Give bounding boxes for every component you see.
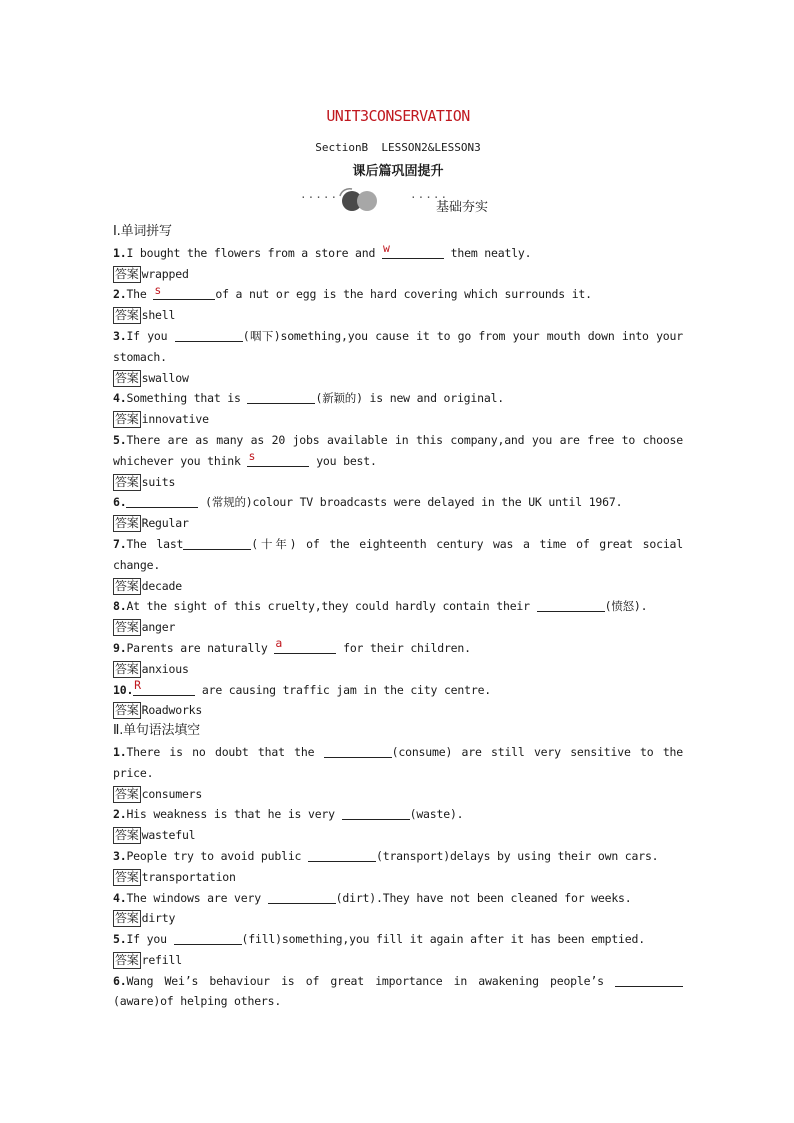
answer-badge: 答案: [115, 786, 139, 801]
answer-text: suits: [141, 474, 176, 489]
question-text: The windows are very: [126, 890, 268, 905]
question-text: (consume) are still very sensitive to the price.: [113, 744, 683, 780]
exercise-body: [113, 222, 683, 1012]
question-number: 1.: [113, 245, 127, 260]
answer-badge: 答案: [115, 370, 139, 385]
question-item: [113, 846, 683, 867]
question-item: [113, 742, 683, 784]
answer-badge: 答案: [115, 620, 139, 635]
question-text: There are as many as 20 jobs available in this company,and you are free to choose whichever you think: [113, 432, 683, 468]
question-text: The: [126, 287, 154, 302]
answer-text: wasteful: [141, 828, 196, 843]
question-item: [113, 596, 683, 617]
answer-badge: 答案: [115, 308, 139, 323]
answer-text: innovative: [141, 412, 209, 427]
question-text: (愤怒).: [604, 599, 648, 614]
answer-badge: 答案: [115, 828, 139, 843]
answer-blank: [183, 536, 251, 550]
question-number: 2.: [113, 287, 127, 302]
question-text: for their children.: [336, 640, 471, 655]
answer-badge: 答案: [115, 578, 139, 593]
question-number: 2.: [113, 807, 127, 822]
question-text: you best.: [309, 453, 377, 468]
question-text: The last: [126, 536, 184, 551]
question-text: (aware)of helping others.: [113, 994, 282, 1009]
question-item: [113, 971, 683, 1013]
question-item: [113, 929, 683, 950]
question-item: [113, 388, 683, 409]
question-text: are causing traffic jam in the city centre.: [195, 682, 492, 697]
question-item: [113, 677, 683, 701]
question-text: At the sight of this cruelty,they could hardly contain their: [126, 599, 537, 614]
answer-line: [113, 472, 683, 493]
banner-circles-icon: [334, 186, 394, 212]
section-subtitle: SectionB LESSON2&LESSON3: [315, 141, 481, 154]
answer-text: Roadworks: [141, 703, 203, 718]
answer-line: [113, 867, 683, 888]
answer-badge: 答案: [115, 516, 139, 531]
question-text: Something that is: [126, 391, 248, 406]
answer-blank: [133, 677, 195, 696]
answer-text: anger: [141, 620, 176, 635]
answer-line: [113, 659, 683, 680]
answer-badge: 答案: [115, 412, 139, 427]
answer-line: [113, 368, 683, 389]
answer-line: [113, 513, 683, 534]
answer-line: [113, 264, 683, 285]
answer-badge: 答案: [115, 474, 139, 489]
question-number: 3.: [113, 848, 127, 863]
question-text: Wang Wei’s behaviour is of great importance in awakening people’s: [126, 973, 615, 988]
answer-line: [113, 409, 683, 430]
question-number: 6.: [113, 973, 127, 988]
question-text: them neatly.: [443, 245, 532, 260]
question-number: 10.: [113, 682, 134, 697]
question-item: [113, 534, 683, 576]
blank-hint: s: [248, 448, 256, 463]
question-number: 7.: [113, 536, 127, 551]
question-number: 5.: [113, 432, 127, 447]
question-number: 4.: [113, 391, 127, 406]
question-text: People try to avoid public: [126, 848, 308, 863]
question-text: (新颖的) is new and original.: [315, 391, 505, 406]
blank-hint: s: [154, 282, 162, 297]
answer-line: [113, 950, 683, 971]
question-text: (fill)something,you fill it again after it has been emptied.: [241, 932, 645, 947]
answer-line: [113, 576, 683, 597]
question-number: 4.: [113, 890, 127, 905]
answer-blank: [268, 890, 336, 904]
answer-line: [113, 700, 683, 721]
answer-text: dirty: [141, 911, 176, 926]
banner-dots-left: ·····: [300, 191, 339, 204]
question-text: (常规的)colour TV broadcasts were delayed in the UK until 1967.: [198, 495, 623, 510]
answer-text: decade: [141, 578, 182, 593]
question-text: There is no doubt that the: [126, 744, 324, 759]
answer-blank: [308, 848, 376, 862]
question-item: [113, 326, 683, 368]
answer-text: Regular: [141, 516, 189, 531]
question-item: [113, 492, 683, 513]
unit-title: UNIT3CONSERVATION: [326, 107, 470, 125]
question-item: [113, 284, 683, 305]
question-item: [113, 888, 683, 909]
exercise-subtitle: 课后篇巩固提升: [352, 164, 444, 179]
question-text: Parents are naturally: [126, 640, 275, 655]
answer-blank: [382, 241, 444, 259]
answer-text: wrapped: [141, 266, 189, 281]
question-text: (transport)delays by using their own cars.: [376, 848, 659, 863]
answer-blank: [342, 806, 410, 820]
blank-hint: R: [134, 677, 141, 692]
blank-hint: a: [275, 636, 283, 651]
question-number: 1.: [113, 744, 127, 759]
answer-line: [113, 825, 683, 846]
answer-blank: [247, 390, 315, 404]
answer-badge: 答案: [115, 266, 139, 281]
answer-text: swallow: [141, 370, 189, 385]
answer-blank: [175, 328, 243, 342]
question-text: If you: [126, 932, 174, 947]
answer-badge: 答案: [115, 952, 139, 967]
question-text: (waste).: [409, 807, 464, 822]
question-text: (dirt).They have not been cleaned for weeks.: [335, 890, 632, 905]
question-text: If you: [126, 328, 175, 343]
question-item: [113, 243, 683, 264]
answer-line: [113, 305, 683, 326]
question-number: 6.: [113, 495, 127, 510]
answer-text: refill: [141, 952, 182, 967]
question-item: [113, 430, 683, 472]
question-number: 9.: [113, 640, 127, 655]
blank-hint: w: [382, 241, 390, 255]
section-heading: Ⅰ.单词拼写: [113, 224, 172, 239]
answer-badge: 答案: [115, 869, 139, 884]
answer-blank: [247, 448, 309, 467]
answer-blank: [324, 744, 392, 758]
answer-badge: 答案: [115, 911, 139, 926]
answer-blank: [174, 931, 242, 945]
question-number: 8.: [113, 599, 127, 614]
banner-dots-right: ·····: [410, 191, 449, 204]
question-text: I bought the flowers from a store and: [126, 245, 382, 260]
question-text: of a nut or egg is the hard covering which surrounds it.: [215, 287, 592, 302]
answer-line: [113, 617, 683, 638]
answer-line: [113, 908, 683, 929]
answer-badge: 答案: [115, 661, 139, 676]
answer-blank: [615, 973, 683, 987]
question-number: 3.: [113, 328, 127, 343]
section-heading: Ⅱ.单句语法填空: [113, 723, 200, 739]
banner-label: 基础夯实: [436, 200, 489, 215]
question-text: His weakness is that he is very: [126, 807, 342, 822]
answer-blank: [274, 636, 336, 654]
answer-text: anxious: [141, 661, 189, 676]
answer-blank: [126, 494, 198, 508]
question-item: [113, 804, 683, 825]
answer-text: shell: [141, 308, 176, 323]
answer-badge: 答案: [115, 703, 139, 718]
answer-blank: [153, 282, 215, 300]
question-text: (十年) of the eighteenth century was a time of great social change.: [113, 536, 683, 572]
level-banner: [300, 186, 500, 216]
answer-line: [113, 784, 683, 805]
question-text: (咽下)something,you cause it to go from your mouth down into your stomach.: [113, 328, 683, 364]
question-number: 5.: [113, 932, 127, 947]
answer-blank: [537, 598, 605, 612]
question-item: [113, 638, 683, 659]
answer-text: consumers: [141, 786, 203, 801]
answer-text: transportation: [141, 869, 236, 884]
